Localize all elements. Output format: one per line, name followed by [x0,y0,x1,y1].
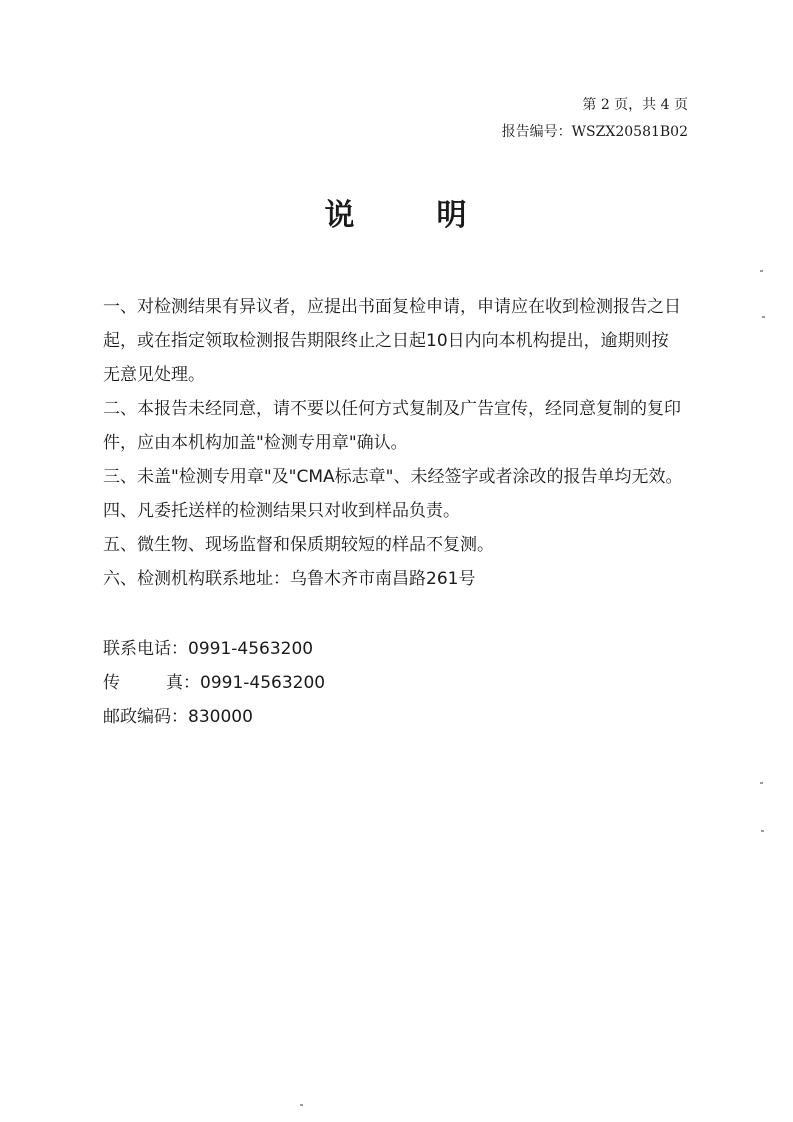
scan-mark [300,1104,303,1106]
phone-value: 0991-4563200 [188,639,314,659]
title-char-left: 说 [324,198,357,233]
scan-mark [762,316,765,318]
fax-value: 0991-4563200 [200,673,326,693]
zip-row [103,700,325,734]
contact-block [103,632,325,734]
zip-label: 邮政编码： [103,707,188,727]
scan-mark [760,782,763,784]
note-item: 三、未盖"检测专用章"及"CMA标志章"、未经签字或者涂改的报告单均无效。 [103,467,683,487]
note-item: 二、本报告未经同意，请不要以任何方式复制及广告宣传，经同意复制的复印件，应由本机构加盖"检测专用章"确认。 [103,399,681,453]
note-item: 五、微生物、现场监督和保质期较短的样品不复测。 [103,535,494,555]
note-item: 四、凡委托送样的检测结果只对收到样品负责。 [103,501,460,521]
phone-row [103,632,325,666]
scan-mark [761,830,764,832]
note-item: 六、检测机构联系地址：乌鲁木齐市南昌路261号 [103,569,476,589]
scan-mark [760,270,763,272]
fax-label-start: 传 [103,673,120,693]
page-title [0,190,793,234]
fax-label-end: 真： [166,673,200,693]
zip-value: 830000 [188,707,253,727]
page-header [502,92,688,146]
note-item: 一、对检测结果有异议者，应提出书面复检申请，申请应在收到检测报告之日起，或在指定领取检测报告期限终止之日起10日内向本机构提出，逾期则按无意见处理。 [103,297,681,385]
page-info: 第 2 页，共 4 页 [582,97,688,113]
title-char-right: 明 [436,198,469,233]
report-number: 报告编号：WSZX20581B02 [501,124,688,140]
fax-row [103,666,325,700]
notes-list [103,290,683,596]
phone-label: 联系电话： [103,639,188,659]
